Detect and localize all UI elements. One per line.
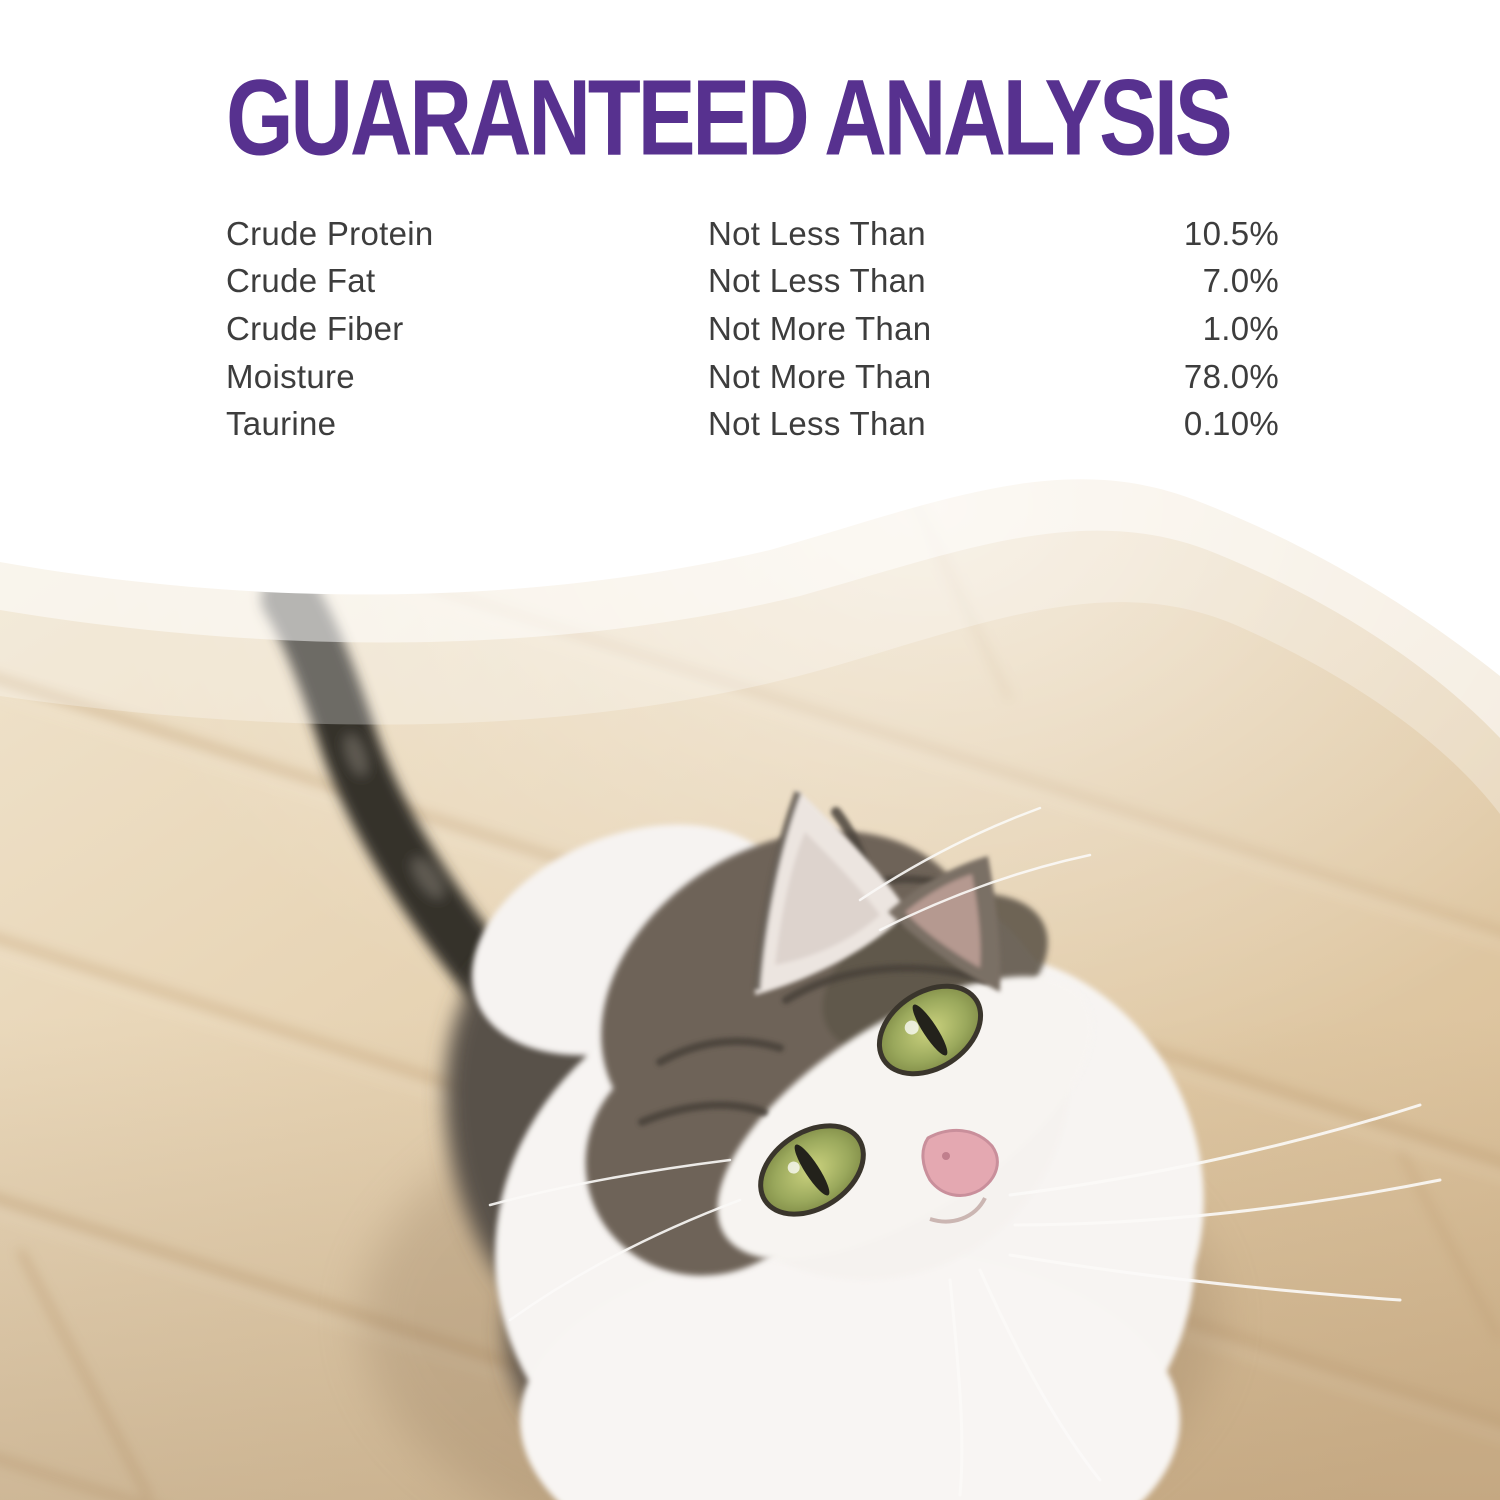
qualifier-label: Not Less Than (708, 405, 926, 443)
value-label: 1.0% (1202, 309, 1279, 347)
analysis-table (226, 210, 1279, 448)
qualifier-label: Not Less Than (708, 262, 926, 300)
table-row (226, 353, 1279, 401)
nutrient-label: Crude Fiber (226, 309, 404, 347)
value-label: 78.0% (1183, 357, 1279, 395)
qualifier-label: Not Less Than (708, 214, 926, 252)
table-row (226, 305, 1279, 353)
nutrient-label: Crude Fat (226, 262, 376, 300)
value-label: 7.0% (1202, 262, 1279, 300)
table-row (226, 258, 1279, 306)
table-row (226, 210, 1279, 258)
nutrient-label: Crude Protein (226, 214, 434, 252)
table-row (226, 400, 1279, 448)
nutrient-label: Moisture (226, 357, 355, 395)
nutrient-label: Taurine (226, 405, 337, 443)
value-label: 0.10% (1183, 405, 1279, 443)
qualifier-label: Not More Than (708, 309, 932, 347)
qualifier-label: Not More Than (708, 357, 932, 395)
value-label: 10.5% (1183, 214, 1279, 252)
page-title: GUARANTEED ANALYSIS (226, 57, 1230, 179)
